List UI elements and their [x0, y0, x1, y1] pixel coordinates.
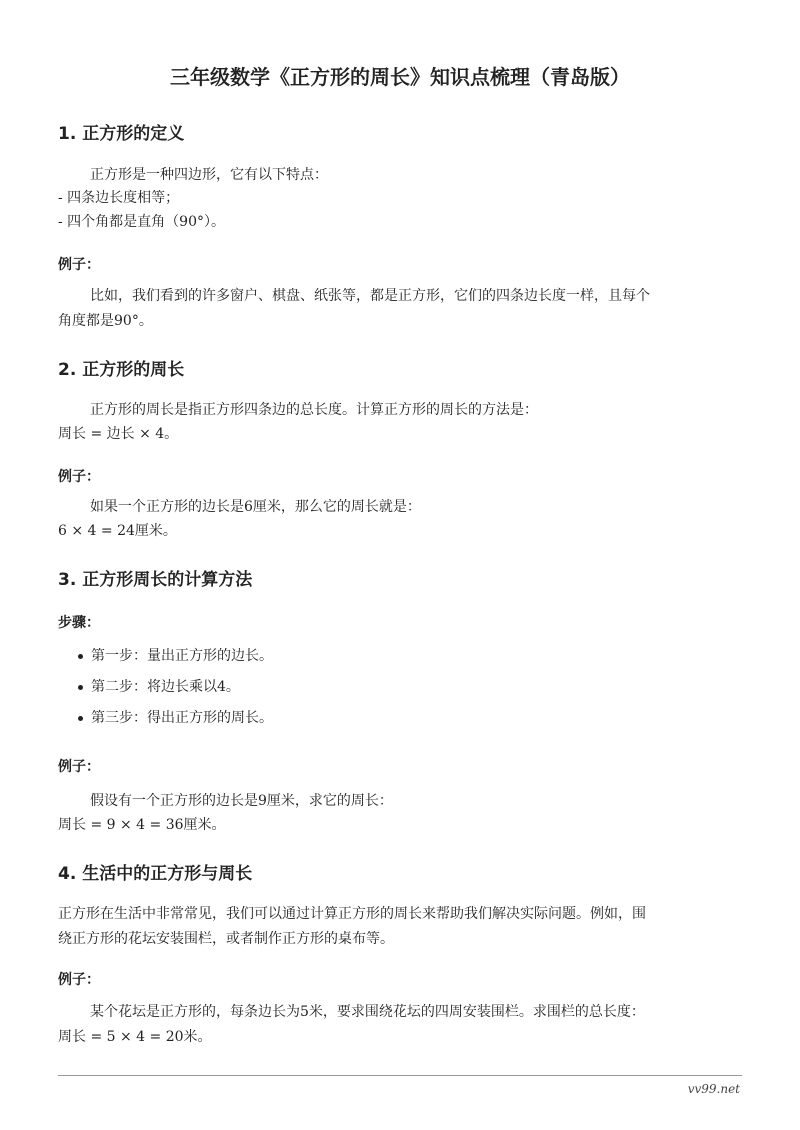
- list-item: [78, 677, 240, 697]
- formula: 周长 = 9 × 4 = 36厘米。: [58, 817, 226, 833]
- list-item: - 四个角都是直角（90°）。: [58, 214, 225, 230]
- paragraph: 比如，我们看到的许多窗户、棋盘、纸张等，都是正方形，它们的四条边长度一样，且每个: [90, 288, 650, 304]
- step-text: 第一步：量出正方形的边长。: [91, 648, 273, 664]
- section-1-heading: 1. 正方形的定义: [58, 124, 185, 144]
- bullet-icon: [78, 654, 83, 659]
- formula: 周长 = 5 × 4 = 20米。: [58, 1029, 212, 1045]
- watermark: vv99.net: [360, 640, 789, 745]
- paragraph: 角度都是90°。: [58, 313, 153, 329]
- paragraph: 正方形是一种四边形，它有以下特点：: [90, 167, 328, 183]
- list-item: [78, 708, 273, 728]
- footer-divider: [58, 1075, 742, 1076]
- page-title: 三年级数学《正方形的周长》知识点梳理（青岛版）: [170, 65, 630, 89]
- bullet-icon: [78, 685, 83, 690]
- footer-site: vv99.net: [687, 1082, 740, 1096]
- step-text: 第二步：将边长乘以4。: [91, 679, 240, 695]
- list-item: [78, 646, 273, 666]
- bullet-icon: [78, 716, 83, 721]
- paragraph: 绕正方形的花坛安装围栏，或者制作正方形的桌布等。: [58, 931, 394, 947]
- list-item: - 四条边长度相等；: [58, 190, 180, 206]
- section-2-heading: 2. 正方形的周长: [58, 360, 185, 380]
- steps-label: 步骤：: [58, 615, 100, 631]
- example-label: 例子：: [58, 972, 100, 988]
- example-label: 例子：: [58, 759, 100, 775]
- paragraph: 正方形的周长是指正方形四条边的总长度。计算正方形的周长的方法是：: [90, 402, 538, 418]
- formula: 周长 = 边长 × 4。: [58, 426, 179, 442]
- paragraph: 某个花坛是正方形的，每条边长为5米，要求围绕花坛的四周安装围栏。求围栏的总长度：: [90, 1004, 645, 1020]
- section-4-heading: 4. 生活中的正方形与周长: [58, 864, 253, 884]
- paragraph: 正方形在生活中非常常见，我们可以通过计算正方形的周长来帮助我们解决实际问题。例如，围: [58, 906, 646, 922]
- paragraph: 假设有一个正方形的边长是9厘米，求它的周长：: [90, 793, 393, 809]
- example-label: 例子：: [58, 469, 100, 485]
- step-text: 第三步：得出正方形的周长。: [91, 710, 273, 726]
- example-label: 例子：: [58, 257, 100, 273]
- paragraph: 如果一个正方形的边长是6厘米，那么它的周长就是：: [90, 499, 421, 515]
- section-3-heading: 3. 正方形周长的计算方法: [58, 570, 253, 590]
- formula: 6 × 4 = 24厘米。: [58, 523, 177, 539]
